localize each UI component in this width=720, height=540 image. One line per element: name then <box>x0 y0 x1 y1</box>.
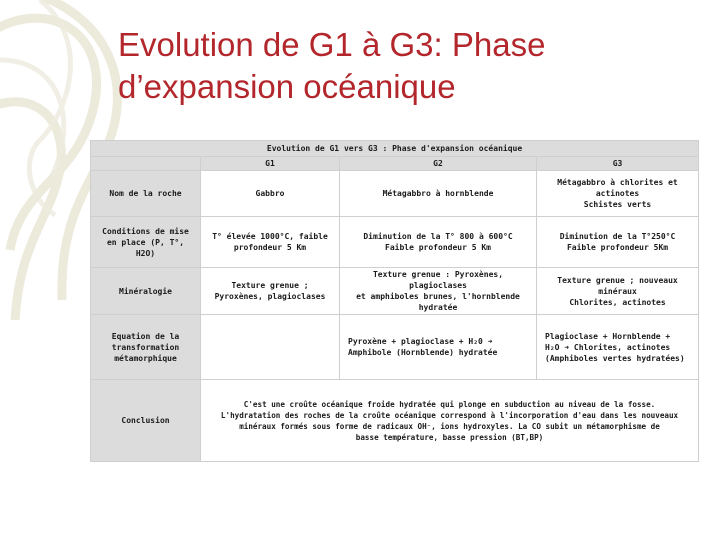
cell-g1: Gabbro <box>201 171 340 217</box>
header-g2: G2 <box>340 157 537 171</box>
cell-g1 <box>201 217 340 268</box>
cell-g1 <box>201 315 340 380</box>
cell-line: Plagioclase + Hornblende + <box>545 331 671 341</box>
slide-title-line-2: d’expansion océanique <box>118 68 456 105</box>
cell-g3 <box>537 217 699 268</box>
cell-line: Métagabbro à chlorites et <box>557 178 678 187</box>
cell-line: (Amphiboles vertes hydratées) <box>545 353 685 363</box>
cell-line: T° élevée 1000°C, faible <box>212 232 328 241</box>
evolution-table-image <box>90 140 698 481</box>
slide-title-line-1: Evolution de G1 à G3: Phase <box>118 26 546 63</box>
cell-line: Diminution de la T°250°C <box>559 232 676 241</box>
cell-line: Faible profondeur 5 Km <box>385 243 491 252</box>
row-label-line: métamorphique <box>114 353 177 363</box>
cell-line: Chlorites, actinotes <box>569 297 666 307</box>
row-label: Nom de la roche <box>91 171 201 217</box>
cell-g3 <box>537 268 699 315</box>
cell-g2 <box>340 217 537 268</box>
cell-line: et amphiboles brunes, l'hornblende <box>356 292 520 301</box>
cell-line: Pyroxène + plagioclase + H₂0 ➜ <box>348 337 493 346</box>
conclusion-cell <box>201 380 699 462</box>
cell-g2 <box>340 315 537 380</box>
row-label-line: Equation de la <box>111 331 180 341</box>
cell-g3 <box>537 315 699 380</box>
cell-line: Diminution de la T° 800 à 600°C <box>363 232 513 241</box>
table-header-row <box>91 157 699 171</box>
table-row-nom-roche <box>91 171 699 217</box>
cell-line: hydratée <box>418 303 458 312</box>
cell-line: minéraux <box>598 286 637 296</box>
conclusion-line: basse température, basse pression (BT,BP) <box>355 432 544 442</box>
row-label-line: Conditions de mise <box>102 226 189 236</box>
slide-title <box>118 24 708 108</box>
cell-g1 <box>201 268 340 315</box>
row-label <box>91 217 201 268</box>
cell-line: H₂O ➜ Chlorites, actinotes <box>545 342 671 352</box>
evolution-table <box>90 140 699 462</box>
cell-g2: Métagabbro à hornblende <box>340 171 537 217</box>
cell-g2 <box>340 268 537 315</box>
cell-line: Texture grenue : Pyroxènes, plagioclases <box>372 270 504 290</box>
row-label <box>91 315 201 380</box>
table-row-mineralogie <box>91 268 699 315</box>
cell-line: Amphibole (Hornblende) hydratée <box>348 348 498 357</box>
cell-line: Faible profondeur 5Km <box>566 243 669 252</box>
conclusion-line: minéraux formés sous forme de radicaux OH⁻, ions hydroxyles. La CO subit un métamorphisme de <box>239 421 660 431</box>
header-g1: G1 <box>201 157 340 171</box>
table-row-conditions <box>91 217 699 268</box>
row-label-line: en place (P, T°, <box>106 237 185 247</box>
header-g3: G3 <box>537 157 699 171</box>
conclusion-line: C'est une croûte océanique froide hydratée qui plonge en subduction au niveau de la fosse. <box>243 399 656 409</box>
table-row-conclusion <box>91 380 699 462</box>
row-label: Minéralogie <box>91 268 201 315</box>
table-caption-row <box>91 141 699 157</box>
conclusion-line: L'hydratation des roches de la croûte océanique correspond à l'incorporation d'eau dans les nouveaux <box>220 410 679 420</box>
cell-g3 <box>537 171 699 217</box>
cell-line: Pyroxènes, plagioclases <box>214 292 326 301</box>
row-label-line: H2O) <box>135 248 156 258</box>
row-label: Conclusion <box>91 380 201 462</box>
cell-line: Texture grenue ; <box>231 281 309 290</box>
cell-line: profondeur 5 Km <box>233 243 307 252</box>
cell-line: Texture grenue ; nouveaux <box>557 275 678 285</box>
cell-line: Schistes verts <box>583 200 652 209</box>
header-empty-cell <box>91 157 201 171</box>
table-row-equation <box>91 315 699 380</box>
table-caption: Evolution de G1 vers G3 : Phase d'expansion océanique <box>91 141 699 157</box>
cell-line: actinotes <box>595 189 640 198</box>
row-label-line: transformation <box>111 342 180 352</box>
